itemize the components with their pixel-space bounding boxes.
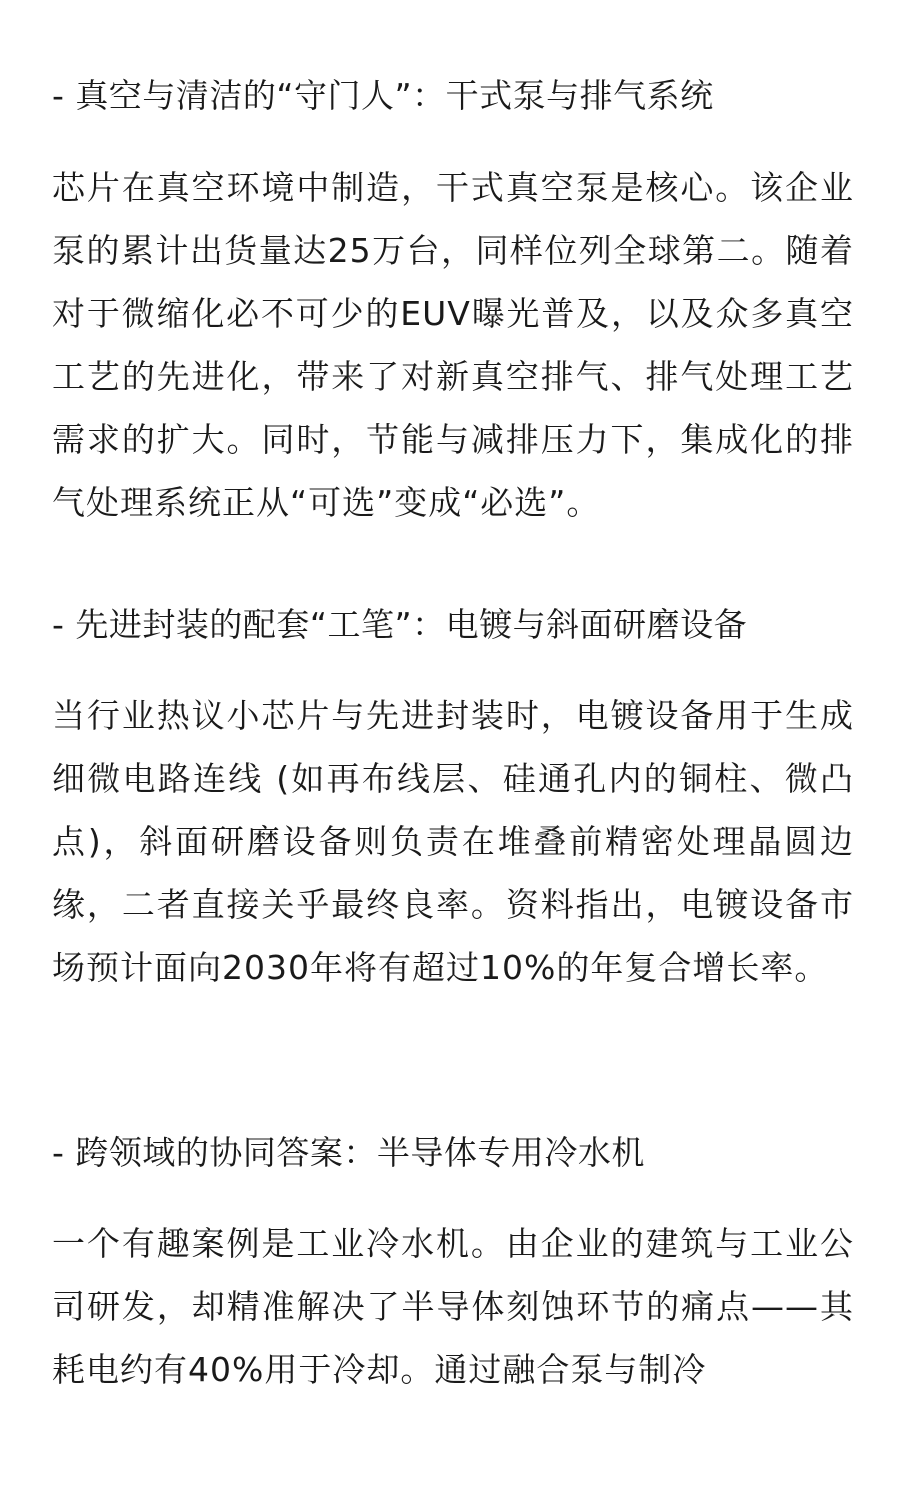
section-paragraph-electroplating: 当行业热议小芯片与先进封装时，电镀设备用于生成细微电路连线 (如再布线层、硅通孔内的铜柱、微凸点)，斜面研磨设备则负责在堆叠前精密处理晶圆边缘，二者直接关乎最终良率。资料指出，电镀设备市场预计面向2030年将有超过10%的年复合增长率。 [52, 696, 854, 987]
section-heading-chiller: - 跨领域的协同答案：半导体专用冷水机 [52, 1133, 645, 1172]
section-heading-dry-pump: - 真空与清洁的“守门人”：干式泵与排气系统 [52, 76, 714, 115]
section-paragraph-chiller: 一个有趣案例是工业冷水机。由企业的建筑与工业公司研发，却精准解决了半导体刻蚀环节的痛点——其耗电约有40%用于冷却。通过融合泵与制冷 [52, 1224, 854, 1389]
section-paragraph-dry-pump: 芯片在真空环境中制造，干式真空泵是核心。该企业泵的累计出货量达25万台，同样位列全球第二。随着对于微缩化必不可少的EUV曝光普及，以及众多真空工艺的先进化，带来了对新真空排气、排气处理工艺需求的扩大。同时，节能与减排压力下，集成化的排气处理系统正从“可选”变成“必选”。 [52, 168, 854, 522]
section-heading-electroplating: - 先进封装的配套“工笔”：电镀与斜面研磨设备 [52, 605, 748, 644]
